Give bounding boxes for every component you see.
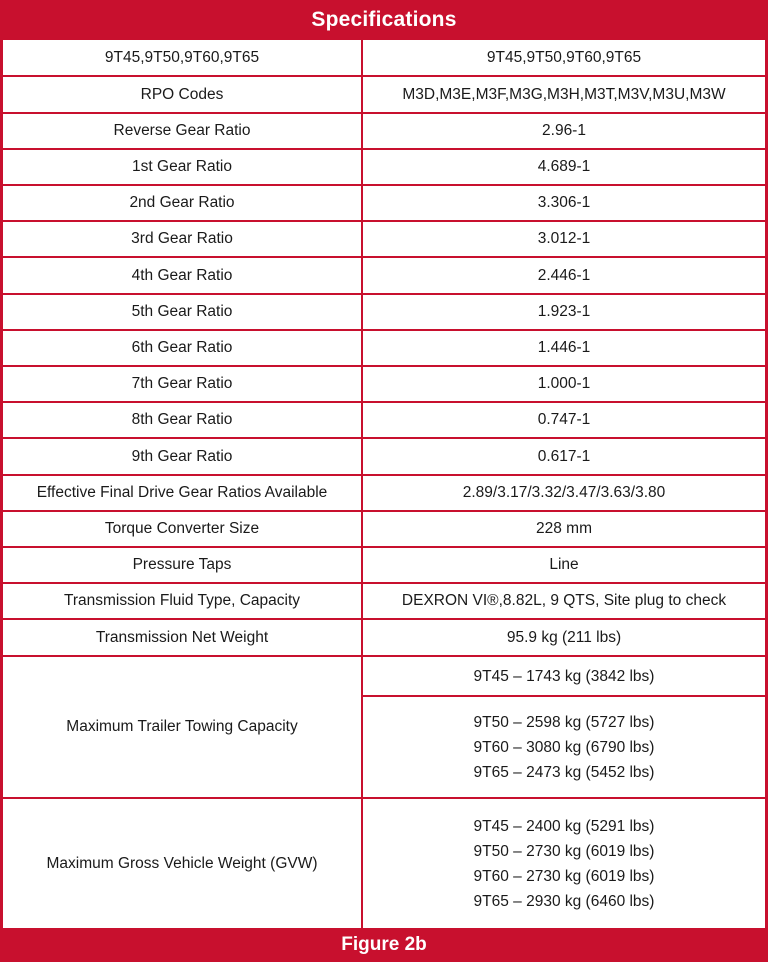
row-label: 7th Gear Ratio: [3, 367, 363, 401]
row-label: Reverse Gear Ratio: [3, 114, 363, 148]
row-value: 2.446-1: [537, 266, 591, 284]
row-value: 0.747-1: [537, 411, 591, 428]
towing-line: 9T45 – 1743 kg (3842 lbs): [473, 667, 655, 685]
row-label: 3rd Gear Ratio: [3, 222, 363, 256]
table-row: [3, 439, 765, 476]
row-label: Maximum Trailer Towing Capacity: [3, 657, 363, 797]
table-row: [3, 258, 765, 295]
gvw-line: 9T60 – 2730 kg (6019 lbs): [473, 867, 655, 885]
row-label: Transmission Net Weight: [3, 620, 363, 655]
row-value: 3.012-1: [537, 230, 591, 247]
row-label: Torque Converter Size: [3, 512, 363, 546]
row-value: 95.9 kg (211 lbs): [506, 628, 622, 646]
row-value: 1.446-1: [537, 339, 591, 356]
row-label: 8th Gear Ratio: [3, 403, 363, 437]
row-label: 1st Gear Ratio: [3, 150, 363, 184]
row-value: 2.89/3.17/3.32/3.47/3.63/3.80: [462, 484, 666, 501]
row-value: 228 mm: [536, 520, 592, 537]
gvw-line: 9T65 – 2930 kg (6460 lbs): [473, 892, 655, 910]
table-row: [3, 77, 765, 114]
table-row: [3, 584, 765, 620]
towing-line: 9T60 – 3080 kg (6790 lbs): [473, 738, 655, 756]
row-value: 4.689-1: [537, 158, 591, 175]
table-row-gvw: [3, 799, 765, 928]
row-label: RPO Codes: [3, 77, 363, 112]
row-label: 4th Gear Ratio: [3, 258, 363, 293]
row-label: 9T45,9T50,9T60,9T65: [3, 40, 363, 75]
row-value: 1.000-1: [537, 375, 591, 392]
row-value: 3.306-1: [537, 194, 591, 211]
table-row: [3, 331, 765, 367]
row-value: 9T45,9T50,9T60,9T65: [486, 48, 642, 66]
row-value: 0.617-1: [537, 447, 591, 465]
row-label: Transmission Fluid Type, Capacity: [3, 584, 363, 618]
table-row: [3, 150, 765, 186]
row-label: Effective Final Drive Gear Ratios Available: [3, 476, 363, 510]
gvw-line: 9T45 – 2400 kg (5291 lbs): [473, 817, 655, 835]
table-row: [3, 114, 765, 150]
table-row: [3, 548, 765, 584]
row-value: M3D,M3E,M3F,M3G,M3H,M3T,M3V,M3U,M3W: [402, 85, 726, 103]
table-row: [3, 512, 765, 548]
table-row: [3, 186, 765, 222]
table-row: [3, 403, 765, 439]
row-value: DEXRON VI®,8.82L, 9 QTS, Site plug to check: [401, 592, 727, 609]
towing-line: 9T50 – 2598 kg (5727 lbs): [473, 713, 655, 731]
towing-top-value: [363, 657, 765, 697]
table-row: [3, 295, 765, 331]
table-row: [3, 40, 765, 77]
row-label: Pressure Taps: [3, 548, 363, 582]
gvw-values: [363, 799, 765, 928]
table-row: [3, 367, 765, 403]
towing-values: [363, 697, 765, 797]
table-row: [3, 222, 765, 258]
row-label: 5th Gear Ratio: [3, 295, 363, 329]
row-value: 1.923-1: [537, 303, 591, 320]
towing-line: 9T65 – 2473 kg (5452 lbs): [473, 763, 655, 781]
row-label: 9th Gear Ratio: [3, 439, 363, 474]
figure-caption: Figure 2b: [341, 934, 427, 955]
table-row: [3, 620, 765, 657]
row-label: 2nd Gear Ratio: [3, 186, 363, 220]
row-value: 2.96-1: [542, 122, 586, 139]
table-title: Specifications: [311, 8, 457, 31]
gvw-line: 9T50 – 2730 kg (6019 lbs): [473, 842, 655, 860]
table-row-towing: [3, 657, 765, 799]
spec-table: [3, 40, 765, 928]
row-label: 6th Gear Ratio: [3, 331, 363, 365]
table-row: [3, 476, 765, 512]
row-label: Maximum Gross Vehicle Weight (GVW): [3, 799, 363, 928]
row-value: Line: [549, 556, 579, 573]
